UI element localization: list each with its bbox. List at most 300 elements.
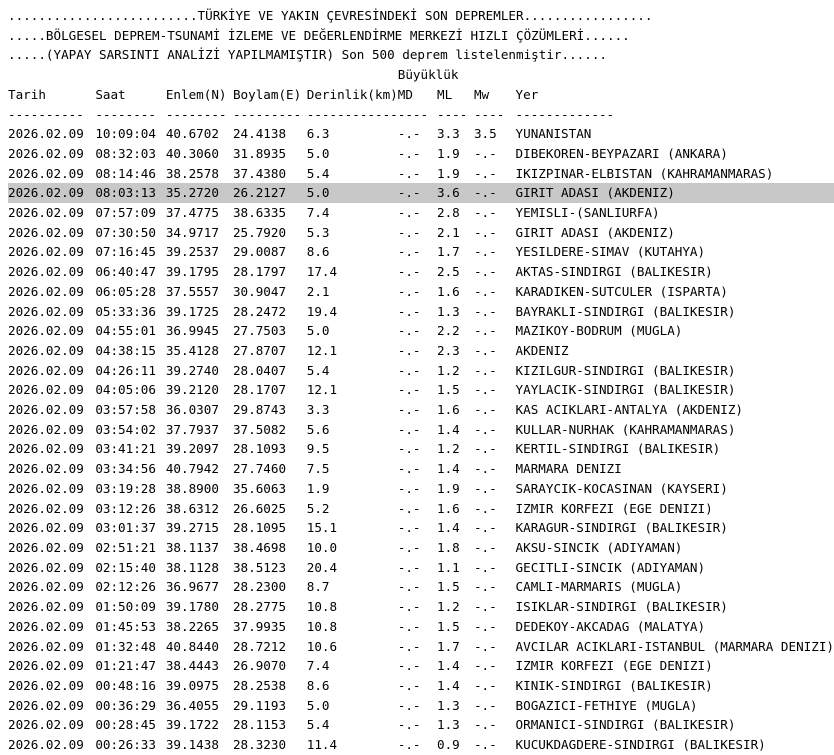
cell-ml: 1.9 xyxy=(437,145,460,161)
cell-ml: 1.2 xyxy=(437,362,460,378)
cell-md: -.- xyxy=(397,283,421,299)
table-row[interactable] xyxy=(8,242,834,262)
cell-place: YESILDERE-SIMAV (KUTAHYA) xyxy=(515,244,706,260)
table-row[interactable] xyxy=(8,164,834,184)
table-row[interactable] xyxy=(8,656,834,676)
cell-time: 06:40:47 xyxy=(95,264,156,280)
cell-latitude: 39.2715 xyxy=(165,520,219,536)
table-row[interactable] xyxy=(8,538,834,558)
cell-longitude: 28.0407 xyxy=(232,362,287,378)
cell-date: 2026.02.09 xyxy=(8,402,84,418)
cell-date: 2026.02.09 xyxy=(8,283,84,299)
cell-time: 01:45:53 xyxy=(95,618,156,634)
separator-place: ------------- xyxy=(515,106,615,122)
cell-longitude: 27.8707 xyxy=(232,342,287,358)
cell-md: -.- xyxy=(397,244,421,260)
cell-time: 04:55:01 xyxy=(95,323,156,339)
cell-depth: 5.4 xyxy=(306,717,330,733)
cell-time: 08:14:46 xyxy=(95,165,156,181)
cell-md: -.- xyxy=(397,421,421,437)
cell-ml: 0.9 xyxy=(437,737,460,753)
cell-latitude: 40.6702 xyxy=(165,126,219,142)
cell-ml: 1.1 xyxy=(437,559,460,575)
cell-longitude: 31.8935 xyxy=(232,145,287,161)
cell-latitude: 39.2740 xyxy=(165,362,219,378)
cell-time: 07:57:09 xyxy=(95,205,156,221)
cell-longitude: 29.8743 xyxy=(232,402,287,418)
cell-longitude: 26.9070 xyxy=(232,658,287,674)
cell-place: KAS ACIKLARI-ANTALYA (AKDENIZ) xyxy=(515,402,744,418)
cell-ml: 1.7 xyxy=(437,244,460,260)
cell-depth: 5.0 xyxy=(306,145,330,161)
cell-ml: 1.6 xyxy=(437,402,460,418)
cell-longitude: 28.3230 xyxy=(232,737,287,753)
cell-latitude: 38.1137 xyxy=(165,539,219,555)
cell-md: -.- xyxy=(397,559,421,575)
cell-latitude: 38.1128 xyxy=(165,559,219,575)
cell-time: 03:01:37 xyxy=(95,520,156,536)
cell-ml: 1.3 xyxy=(437,717,460,733)
cell-time: 03:54:02 xyxy=(95,421,156,437)
cell-md: -.- xyxy=(397,677,421,693)
cell-ml: 3.6 xyxy=(437,183,474,203)
cell-longitude: 28.2472 xyxy=(232,303,287,319)
cell-place: MARMARA DENIZI xyxy=(515,461,622,477)
cell-place: AKTAS-SINDIRGI (BALIKESIR) xyxy=(515,264,713,280)
cell-place: KARAGUR-SINDIRGI (BALIKESIR) xyxy=(515,520,728,536)
cell-md: -.- xyxy=(397,539,421,555)
cell-md: -.- xyxy=(397,362,421,378)
column-header-ml: ML xyxy=(437,86,453,102)
magnitude-group-header-row xyxy=(8,65,834,85)
cell-time: 01:21:47 xyxy=(95,658,156,674)
cell-date: 2026.02.09 xyxy=(8,697,84,713)
cell-longitude: 27.7503 xyxy=(232,323,287,339)
cell-depth: 5.3 xyxy=(306,224,330,240)
cell-ml: 1.6 xyxy=(437,500,460,516)
cell-latitude: 39.2537 xyxy=(165,244,219,260)
cell-md: -.- xyxy=(397,658,421,674)
table-row[interactable] xyxy=(8,262,834,282)
table-row[interactable] xyxy=(8,676,834,696)
cell-longitude: 28.1797 xyxy=(232,264,287,280)
cell-ml: 2.1 xyxy=(437,224,460,240)
cell-depth: 8.7 xyxy=(306,579,330,595)
cell-time: 00:36:29 xyxy=(95,697,156,713)
cell-longitude: 37.5082 xyxy=(232,421,287,437)
cell-date: 2026.02.09 xyxy=(8,599,84,615)
table-row[interactable] xyxy=(8,696,834,716)
cell-latitude: 40.3060 xyxy=(165,145,219,161)
cell-place: KERTIL-SINDIRGI (BALIKESIR) xyxy=(515,441,721,457)
separator-depth: ------------ xyxy=(306,106,398,122)
cell-time: 10:09:04 xyxy=(95,126,156,142)
cell-date: 2026.02.09 xyxy=(8,362,84,378)
table-row[interactable] xyxy=(8,577,834,597)
table-row[interactable] xyxy=(8,715,834,735)
cell-ml: 1.8 xyxy=(437,539,460,555)
cell-mw: -.- xyxy=(473,559,497,575)
cell-latitude: 36.0307 xyxy=(165,402,219,418)
cell-place: AVCILAR ACIKLARI-ISTANBUL (MARMARA DENIZI) xyxy=(515,638,834,654)
cell-ml: 2.8 xyxy=(437,205,460,221)
cell-ml: 1.2 xyxy=(437,599,460,615)
cell-ml: 2.2 xyxy=(437,323,460,339)
cell-depth: 15.1 xyxy=(306,520,338,536)
cell-depth: 5.2 xyxy=(306,500,330,516)
cell-longitude: 28.1095 xyxy=(232,520,287,536)
cell-date: 2026.02.09 xyxy=(8,382,84,398)
cell-depth: 3.3 xyxy=(306,402,330,418)
cell-depth: 17.4 xyxy=(306,264,338,280)
cell-latitude: 39.1438 xyxy=(165,737,219,753)
cell-time: 03:12:26 xyxy=(95,500,156,516)
cell-latitude: 39.1795 xyxy=(165,264,219,280)
cell-time: 00:28:45 xyxy=(95,717,156,733)
cell-md: -.- xyxy=(397,441,421,457)
cell-latitude: 34.9717 xyxy=(165,224,219,240)
cell-mw: -.- xyxy=(473,697,497,713)
cell-date: 2026.02.09 xyxy=(8,126,84,142)
cell-ml: 3.3 xyxy=(437,126,460,142)
cell-place: ISIKLAR-SINDIRGI (BALIKESIR) xyxy=(515,599,728,615)
cell-time: 00:26:33 xyxy=(95,737,156,753)
cell-latitude: 38.2578 xyxy=(165,165,219,181)
cell-place: IZMIR KORFEZI (EGE DENIZI) xyxy=(515,500,713,516)
table-row[interactable] xyxy=(8,341,834,361)
cell-ml: 1.5 xyxy=(437,618,460,634)
cell-longitude: 28.1707 xyxy=(232,382,287,398)
cell-longitude: 29.0087 xyxy=(232,244,287,260)
cell-date: 2026.02.09 xyxy=(8,421,84,437)
cell-ml: 1.4 xyxy=(437,677,460,693)
separator-md: ---- xyxy=(397,106,429,122)
cell-mw: -.- xyxy=(473,323,497,339)
cell-time: 07:16:45 xyxy=(95,244,156,260)
cell-time: 04:05:06 xyxy=(95,382,156,398)
table-row[interactable] xyxy=(8,597,834,617)
cell-time: 01:50:09 xyxy=(95,599,156,615)
cell-depth: 5.0 xyxy=(306,697,330,713)
cell-latitude: 39.2120 xyxy=(165,382,219,398)
cell-longitude: 28.2538 xyxy=(232,677,287,693)
cell-mw: -.- xyxy=(473,264,497,280)
cell-md: -.- xyxy=(397,480,421,496)
cell-mw: -.- xyxy=(473,283,497,299)
cell-place: DEDEKOY-AKCADAG (MALATYA) xyxy=(515,618,706,634)
cell-place: MAZIKOY-BODRUM (MUGLA) xyxy=(515,323,683,339)
cell-md: -.- xyxy=(397,126,421,142)
table-row[interactable] xyxy=(8,361,834,381)
cell-depth: 5.4 xyxy=(306,362,330,378)
cell-latitude: 39.0975 xyxy=(165,677,219,693)
cell-place: GIRIT ADASI (AKDENIZ) xyxy=(516,183,834,203)
cell-longitude: 27.7460 xyxy=(232,461,287,477)
table-row[interactable] xyxy=(8,518,834,538)
cell-date: 2026.02.09 xyxy=(8,145,84,161)
column-header-row xyxy=(8,85,834,105)
cell-mw: -.- xyxy=(473,618,497,634)
cell-depth: 20.4 xyxy=(306,559,338,575)
cell-date: 2026.02.09 xyxy=(8,183,95,203)
separator-date: ---------- xyxy=(8,106,84,122)
earthquake-table xyxy=(8,65,834,755)
cell-depth: 6.3 xyxy=(306,126,330,142)
column-header-longitude: Boylam(E) xyxy=(232,86,302,102)
cell-mw: -.- xyxy=(473,579,497,595)
cell-date: 2026.02.09 xyxy=(8,677,84,693)
cell-mw: -.- xyxy=(473,303,497,319)
cell-longitude: 38.6335 xyxy=(232,205,287,221)
table-row[interactable] xyxy=(8,420,834,440)
cell-time: 03:19:28 xyxy=(95,480,156,496)
cell-longitude: 28.1093 xyxy=(232,441,287,457)
cell-md: -.- xyxy=(397,165,421,181)
table-row[interactable] xyxy=(8,380,834,400)
cell-ml: 1.4 xyxy=(437,520,460,536)
cell-time: 03:57:58 xyxy=(95,402,156,418)
cell-time: 08:03:13 xyxy=(95,183,166,203)
table-row[interactable] xyxy=(8,479,834,499)
cell-mw: -.- xyxy=(473,737,497,753)
cell-place: YUNANISTAN xyxy=(515,126,592,142)
cell-md: -.- xyxy=(397,697,421,713)
cell-place: YEMISLI-(SANLIURFA) xyxy=(515,205,660,221)
table-row[interactable] xyxy=(8,439,834,459)
cell-place: KIZILGUR-SINDIRGI (BALIKESIR) xyxy=(515,362,736,378)
cell-latitude: 37.7937 xyxy=(165,421,219,437)
cell-md: -.- xyxy=(397,323,421,339)
table-header xyxy=(8,65,834,124)
table-row[interactable] xyxy=(8,499,834,519)
table-row[interactable] xyxy=(8,124,834,144)
cell-date: 2026.02.09 xyxy=(8,323,84,339)
cell-latitude: 38.8900 xyxy=(165,480,219,496)
cell-ml: 1.2 xyxy=(437,441,460,457)
cell-depth: 2.1 xyxy=(306,283,330,299)
cell-depth: 1.9 xyxy=(306,480,330,496)
cell-date: 2026.02.09 xyxy=(8,303,84,319)
cell-longitude: 38.5123 xyxy=(232,559,287,575)
separator-mw: ---- xyxy=(473,106,505,122)
cell-mw: -.- xyxy=(473,224,497,240)
cell-mw: -.- xyxy=(474,183,516,203)
cell-md: -.- xyxy=(397,737,421,753)
cell-ml: 2.5 xyxy=(437,264,460,280)
cell-date: 2026.02.09 xyxy=(8,342,84,358)
cell-depth: 10.8 xyxy=(306,599,338,615)
table-row[interactable] xyxy=(8,637,834,657)
cell-longitude: 28.1153 xyxy=(232,717,287,733)
cell-time: 02:15:40 xyxy=(95,559,156,575)
cell-mw: -.- xyxy=(473,244,497,260)
cell-depth: 5.0 xyxy=(307,183,398,203)
cell-place: CAMLI-MARMARIS (MUGLA) xyxy=(515,579,683,595)
cell-longitude: 35.6063 xyxy=(232,480,287,496)
cell-place: BOGAZICI-FETHIYE (MUGLA) xyxy=(515,697,698,713)
cell-date: 2026.02.09 xyxy=(8,658,84,674)
table-body xyxy=(8,124,834,755)
cell-md: -.- xyxy=(397,579,421,595)
cell-latitude: 40.8440 xyxy=(165,638,219,654)
cell-mw: -.- xyxy=(473,342,497,358)
cell-place: GIRIT ADASI (AKDENIZ) xyxy=(515,224,675,240)
table-row[interactable] xyxy=(8,735,834,755)
column-separator-row xyxy=(8,105,834,125)
column-header-md: MD xyxy=(397,86,413,102)
cell-longitude: 37.9935 xyxy=(232,618,287,634)
cell-md: -.- xyxy=(397,599,421,615)
cell-date: 2026.02.09 xyxy=(8,165,84,181)
magnitude-group-label: Büyüklük xyxy=(397,67,459,83)
cell-depth: 10.8 xyxy=(306,618,338,634)
cell-mw: 3.5 xyxy=(473,126,497,142)
cell-latitude: 38.2265 xyxy=(165,618,219,634)
cell-mw: -.- xyxy=(473,677,497,693)
cell-mw: -.- xyxy=(473,480,497,496)
cell-ml: 1.4 xyxy=(437,461,460,477)
cell-date: 2026.02.09 xyxy=(8,441,84,457)
cell-latitude: 40.7942 xyxy=(165,461,219,477)
cell-date: 2026.02.09 xyxy=(8,224,84,240)
cell-latitude: 35.4128 xyxy=(165,342,219,358)
cell-depth: 11.4 xyxy=(306,737,338,753)
cell-date: 2026.02.09 xyxy=(8,579,84,595)
cell-ml: 1.5 xyxy=(437,382,460,398)
table-row[interactable] xyxy=(8,223,834,243)
cell-longitude: 28.2775 xyxy=(232,599,287,615)
cell-ml: 1.4 xyxy=(437,421,460,437)
cell-depth: 10.6 xyxy=(306,638,338,654)
cell-mw: -.- xyxy=(473,599,497,615)
cell-latitude: 39.2097 xyxy=(165,441,219,457)
cell-time: 06:05:28 xyxy=(95,283,156,299)
table-row[interactable] xyxy=(8,203,834,223)
cell-md: -.- xyxy=(397,500,421,516)
table-row[interactable] xyxy=(8,302,834,322)
cell-md: -.- xyxy=(397,382,421,398)
cell-mw: -.- xyxy=(473,165,497,181)
cell-depth: 7.4 xyxy=(306,658,330,674)
cell-date: 2026.02.09 xyxy=(8,461,84,477)
table-row[interactable] xyxy=(8,321,834,341)
cell-md: -.- xyxy=(397,303,421,319)
cell-latitude: 37.5557 xyxy=(165,283,219,299)
cell-mw: -.- xyxy=(473,520,497,536)
cell-date: 2026.02.09 xyxy=(8,264,84,280)
cell-place: KUCUKDAGDERE-SINDIRGI (BALIKESIR) xyxy=(515,737,766,753)
cell-mw: -.- xyxy=(473,421,497,437)
cell-mw: -.- xyxy=(473,382,497,398)
cell-date: 2026.02.09 xyxy=(8,618,84,634)
cell-longitude: 28.2300 xyxy=(232,579,287,595)
cell-md: -.- xyxy=(397,717,421,733)
cell-md: -.- xyxy=(397,461,421,477)
cell-mw: -.- xyxy=(473,500,497,516)
cell-ml: 1.9 xyxy=(437,480,460,496)
cell-place: KULLAR-NURHAK (KAHRAMANMARAS) xyxy=(515,421,736,437)
cell-ml: 1.9 xyxy=(437,165,460,181)
cell-mw: -.- xyxy=(473,717,497,733)
header-line-1: .........................TÜRKİYE VE YAKIN ÇEVRESİNDEKİ SON DEPREMLER................. xyxy=(8,8,653,23)
cell-longitude: 26.6025 xyxy=(232,500,287,516)
cell-md: -.- xyxy=(397,618,421,634)
cell-md: -.- xyxy=(397,402,421,418)
cell-ml: 1.4 xyxy=(437,658,460,674)
cell-date: 2026.02.09 xyxy=(8,480,84,496)
cell-date: 2026.02.09 xyxy=(8,539,84,555)
cell-depth: 5.4 xyxy=(306,165,330,181)
cell-time: 08:32:03 xyxy=(95,145,156,161)
cell-mw: -.- xyxy=(473,461,497,477)
table-row[interactable] xyxy=(8,459,834,479)
cell-latitude: 38.4443 xyxy=(165,658,219,674)
column-header-time: Saat xyxy=(95,86,126,102)
cell-date: 2026.02.09 xyxy=(8,717,84,733)
cell-place: YAYLACIK-SINDIRGI (BALIKESIR) xyxy=(515,382,736,398)
cell-md: -.- xyxy=(397,520,421,536)
cell-longitude: 30.9047 xyxy=(232,283,287,299)
cell-longitude: 28.7212 xyxy=(232,638,287,654)
separator-longitude: --------- xyxy=(232,106,302,122)
cell-depth: 7.4 xyxy=(306,205,330,221)
cell-place: SARAYCIK-KOCASINAN (KAYSERI) xyxy=(515,480,728,496)
cell-date: 2026.02.09 xyxy=(8,205,84,221)
cell-time: 00:48:16 xyxy=(95,677,156,693)
cell-ml: 1.5 xyxy=(437,579,460,595)
cell-longitude: 29.1193 xyxy=(232,697,287,713)
cell-date: 2026.02.09 xyxy=(8,559,84,575)
separator-latitude: -------- xyxy=(165,106,227,122)
table-row[interactable] xyxy=(8,558,834,578)
separator-time: -------- xyxy=(95,106,156,122)
table-row[interactable] xyxy=(8,144,834,164)
cell-place: BAYRAKLI-SINDIRGI (BALIKESIR) xyxy=(515,303,736,319)
cell-mw: -.- xyxy=(473,539,497,555)
cell-longitude: 38.4698 xyxy=(232,539,287,555)
cell-latitude: 39.1725 xyxy=(165,303,219,319)
cell-latitude: 37.4775 xyxy=(165,205,219,221)
cell-ml: 1.3 xyxy=(437,697,460,713)
cell-place: DIBEKOREN-BEYPAZARI (ANKARA) xyxy=(515,145,728,161)
table-row[interactable] xyxy=(8,400,834,420)
cell-depth: 8.6 xyxy=(306,244,330,260)
cell-place: GECITLI-SINCIK (ADIYAMAN) xyxy=(515,559,706,575)
table-row[interactable] xyxy=(8,617,834,637)
header-line-2: .....BÖLGESEL DEPREM-TSUNAMİ İZLEME VE DEĞERLENDİRME MERKEZİ HIZLI ÇÖZÜMLERİ...... xyxy=(8,27,630,43)
cell-place: ORMANICI-SINDIRGI (BALIKESIR) xyxy=(515,717,736,733)
cell-mw: -.- xyxy=(473,205,497,221)
cell-mw: -.- xyxy=(473,638,497,654)
cell-place: KARADIKEN-SUTCULER (ISPARTA) xyxy=(515,283,728,299)
cell-place: IKIZPINAR-ELBISTAN (KAHRAMANMARAS) xyxy=(515,165,774,181)
cell-place: KINIK-SINDIRGI (BALIKESIR) xyxy=(515,677,713,693)
cell-place: AKDENIZ xyxy=(515,342,569,358)
cell-longitude: 24.4138 xyxy=(232,126,287,142)
cell-time: 07:30:50 xyxy=(95,224,156,240)
table-row[interactable] xyxy=(8,183,834,203)
cell-ml: 1.6 xyxy=(437,283,460,299)
cell-depth: 12.1 xyxy=(306,342,338,358)
cell-latitude: 39.1722 xyxy=(165,717,219,733)
cell-longitude: 37.4380 xyxy=(232,165,287,181)
cell-depth: 9.5 xyxy=(306,441,330,457)
cell-mw: -.- xyxy=(473,402,497,418)
cell-time: 04:38:15 xyxy=(95,342,156,358)
table-row[interactable] xyxy=(8,282,834,302)
cell-time: 02:51:21 xyxy=(95,539,156,555)
cell-latitude: 36.9677 xyxy=(165,579,219,595)
